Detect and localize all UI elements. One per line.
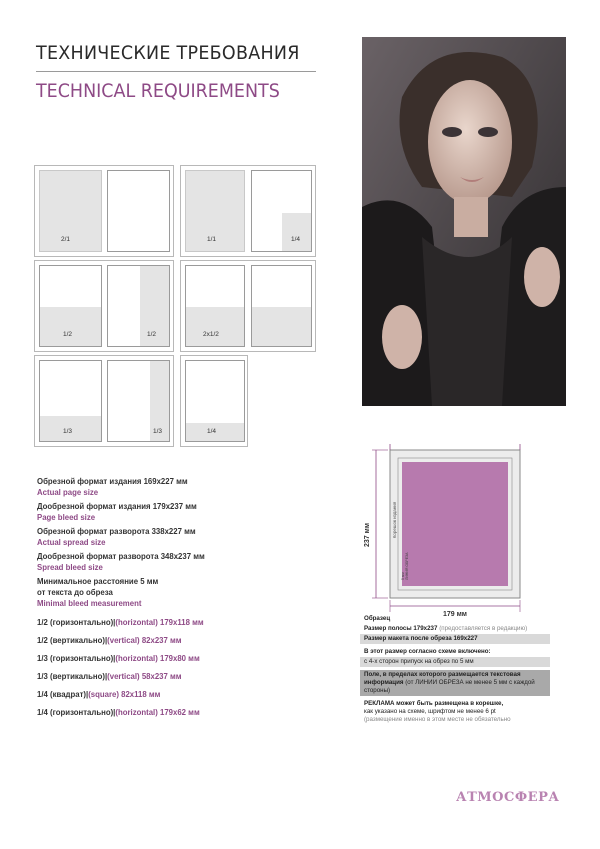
- layout-spread-1-2: [34, 260, 174, 352]
- note-layout-size-text: Размер макета после обреза 169x227: [364, 635, 478, 642]
- layout-spread-1-4: [180, 355, 248, 447]
- layout-label: 2/1: [61, 236, 71, 243]
- bleed-diagram: [360, 440, 560, 620]
- note-field-extra: (от ЛИНИИ ОБРЕЗА не менее 5 мм с каждой стороны): [364, 679, 535, 694]
- model-photo: [362, 37, 566, 406]
- size-dim: 179x80 мм: [160, 654, 200, 663]
- min-distance-en: Minimal bleed measurement: [37, 599, 142, 608]
- spec-ru: Дообрезной формат издания 179x237 мм: [37, 502, 197, 511]
- spec-en: Actual page size: [37, 488, 99, 497]
- layout-spread-1-3: [34, 355, 174, 447]
- title-ru: ТЕХНИЧЕСКИЕ ТРЕБОВАНИЯ: [36, 42, 300, 64]
- layout-page: [107, 170, 170, 252]
- note-ad-line3: (размещение именно в этом месте не обязательно: [364, 716, 511, 723]
- layout-fill: [252, 307, 311, 347]
- size-dim: 82x118 мм: [121, 690, 161, 699]
- note-field: [360, 670, 550, 696]
- layout-label: 1/3: [63, 428, 73, 435]
- layout-label: 1/3: [153, 428, 163, 435]
- size-dim: 179x118 мм: [160, 618, 204, 627]
- layout-fill: [40, 171, 101, 251]
- spec-en: Page bleed size: [37, 513, 96, 522]
- spine-label: Корешок издания: [392, 501, 397, 539]
- layout-label: 1/2: [147, 331, 157, 338]
- size-en: (horizontal): [115, 618, 158, 627]
- size-row: [37, 708, 337, 726]
- layout-page: [39, 170, 102, 252]
- layout-spread-2x1-2: [180, 260, 316, 352]
- layout-label: 1/4: [207, 428, 217, 435]
- height-label: 237 мм: [364, 523, 371, 547]
- note-sample-text: Образец: [364, 615, 391, 622]
- layout-fill: [40, 307, 101, 347]
- size-row: [37, 654, 337, 672]
- specifications: [37, 476, 337, 726]
- size-dim: 179x62 мм: [160, 708, 200, 717]
- size-row: [37, 636, 337, 654]
- note-ad-line1: РЕКЛАМА может быть размещена в корешке,: [364, 700, 504, 707]
- layout-spread-1-1: [180, 165, 316, 257]
- note-margin-text: с 4-х сторон припуск на обрез по 5 мм: [364, 658, 474, 665]
- margin-label: 5 мм: [401, 572, 405, 580]
- size-en: (vertical): [107, 636, 140, 645]
- diagram-notes: [360, 614, 550, 725]
- note-margin: [360, 657, 550, 667]
- size-ru: 1/2 (вертикально)|: [37, 636, 108, 645]
- layout-page: [251, 265, 312, 347]
- note-layout-size: [360, 634, 550, 644]
- note-includes-text: В этот размер согласно схеме включено:: [364, 648, 491, 655]
- layout-spread-2-1: [34, 165, 174, 257]
- title-en: TECHNICAL REQUIREMENTS: [36, 80, 280, 102]
- size-row: [37, 672, 337, 690]
- size-ru: 1/4 (квадрат)|: [37, 690, 89, 699]
- size-dim: 58x237 мм: [141, 672, 182, 681]
- spec-ru: Дообрезной формат разворота 348x237 мм: [37, 552, 205, 561]
- size-row: [37, 690, 337, 708]
- note-page-size-extra: (предоставляется в редакцию): [439, 625, 528, 632]
- spec-ru: Обрезной формат издания 169x227 мм: [37, 477, 188, 486]
- atmosfera-logo: АТМОСФЕРА: [456, 790, 560, 805]
- size-en: (horizontal): [115, 654, 158, 663]
- size-en: (horizontal): [115, 708, 158, 717]
- layout-page: [251, 170, 312, 252]
- title-divider: [36, 71, 316, 72]
- width-label: 179 мм: [443, 611, 467, 618]
- note-page-size-text: Размер полосы 179x237: [364, 625, 438, 632]
- size-ru: 1/4 (горизонтально)|: [37, 708, 116, 717]
- min-distance-line1: Минимальное расстояние 5 мм: [37, 577, 159, 586]
- model-photo-illustration: [362, 37, 566, 406]
- trim-label: ЛИНИЯ ОБРЕЗА: [405, 552, 409, 580]
- layout-fill: [186, 307, 244, 347]
- spec-en: Spread bleed size: [37, 563, 103, 572]
- layout-label: 1/1: [207, 236, 217, 243]
- note-ad-line2: как указано на схеме, шрифтом не менее 6 pt: [364, 708, 496, 715]
- note-ad: [360, 699, 550, 725]
- note-includes: [360, 647, 550, 657]
- layout-page: [107, 265, 170, 347]
- note-page-size: [360, 624, 550, 634]
- size-en: (square): [88, 690, 119, 699]
- spec-en: Actual spread size: [37, 538, 106, 547]
- note-field-text: Поле, в пределах которого размещается текстовая информация: [364, 671, 521, 686]
- layout-label: 1/4: [291, 236, 301, 243]
- size-ru: 1/3 (вертикально)|: [37, 672, 108, 681]
- safe-area: [402, 462, 508, 586]
- size-en: (vertical): [107, 672, 140, 681]
- layout-label: 2x1/2: [203, 331, 219, 338]
- size-row: [37, 618, 337, 636]
- layout-fill: [282, 213, 312, 252]
- size-ru: 1/2 (горизонтально)|: [37, 618, 116, 627]
- layout-label: 1/2: [63, 331, 73, 338]
- size-ru: 1/3 (горизонтально)|: [37, 654, 116, 663]
- min-distance-line2: от текста до обреза: [37, 588, 113, 597]
- spec-ru: Обрезной формат разворота 338x227 мм: [37, 527, 196, 536]
- note-sample: [360, 614, 550, 624]
- size-dim: 82x237 мм: [141, 636, 182, 645]
